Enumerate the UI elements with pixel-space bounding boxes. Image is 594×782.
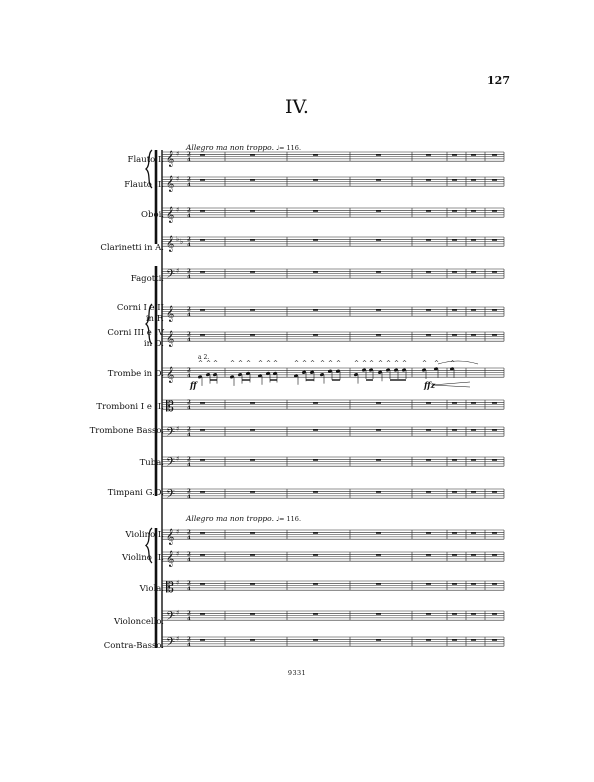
bass-clef: 𝄢 (166, 610, 176, 627)
divisi-marking: a 2. (198, 354, 210, 361)
instrument-label-line: Violino II. (122, 552, 164, 563)
whole-rest (250, 179, 255, 180)
time-signature-numerator: 2 (187, 306, 191, 313)
whole-rest (313, 239, 318, 240)
key-signature: ♯ (176, 206, 180, 214)
whole-rest (200, 429, 205, 430)
accent-mark: ^ (362, 360, 368, 367)
whole-rest (452, 309, 457, 310)
whole-rest (376, 179, 381, 180)
accent-mark: ^ (328, 360, 334, 367)
whole-rest (200, 179, 205, 180)
instrument-label-line: Flauto I. (127, 154, 164, 165)
treble-clef: 𝄞 (166, 367, 175, 384)
instrument-label-line: Tromboni I e II. (96, 401, 164, 412)
whole-rest (452, 402, 457, 403)
whole-rest (313, 532, 318, 533)
whole-rest (426, 309, 431, 310)
whole-rest (250, 459, 255, 460)
whole-rest (376, 429, 381, 430)
accent-mark: ^ (198, 360, 204, 367)
time-signature-denominator: 4 (187, 494, 191, 501)
whole-rest (492, 613, 497, 614)
whole-rest (426, 554, 431, 555)
key-signature: ♭ (180, 237, 184, 246)
whole-rest (492, 239, 497, 240)
treble-clef: 𝄞 (166, 151, 175, 168)
whole-rest (200, 583, 205, 584)
whole-rest (376, 239, 381, 240)
accent-mark: ^ (336, 360, 342, 367)
whole-rest (492, 271, 497, 272)
whole-rest (313, 402, 318, 403)
whole-rest (426, 613, 431, 614)
whole-rest (492, 402, 497, 403)
key-signature: ♭ (176, 235, 180, 243)
key-signature: ♯ (176, 175, 180, 183)
bass-clef: 𝄢 (166, 268, 176, 285)
whole-rest (250, 639, 255, 640)
whole-rest (200, 402, 205, 403)
whole-rest (452, 583, 457, 584)
treble-clef: 𝄞 (166, 207, 175, 224)
key-signature: ♯ (176, 609, 180, 617)
whole-rest (376, 532, 381, 533)
accent-mark: ^ (394, 360, 400, 367)
metronome-mark: ♩= 116. (275, 144, 302, 152)
whole-rest (452, 554, 457, 555)
treble-clef: 𝄞 (166, 236, 175, 253)
whole-rest (471, 179, 476, 180)
whole-rest (492, 429, 497, 430)
whole-rest (250, 309, 255, 310)
key-signature: ♯ (176, 550, 180, 558)
time-signature-denominator: 4 (187, 586, 191, 593)
accent-mark: ^ (378, 360, 384, 367)
time-signature-numerator: 2 (187, 399, 191, 406)
whole-rest (471, 210, 476, 211)
whole-rest (200, 554, 205, 555)
accent-mark: ^ (258, 360, 264, 367)
time-signature-denominator: 4 (187, 274, 191, 281)
whole-rest (471, 334, 476, 335)
whole-rest (426, 532, 431, 533)
tempo-text: Allegro ma non troppo. (186, 514, 274, 523)
accent-mark: ^ (230, 360, 236, 367)
whole-rest (471, 154, 476, 155)
whole-rest (200, 459, 205, 460)
whole-rest (200, 309, 205, 310)
whole-rest (426, 429, 431, 430)
whole-rest (492, 491, 497, 492)
whole-rest (200, 271, 205, 272)
instrument-label-line: Clarinetti in A. (100, 242, 164, 253)
whole-rest (250, 402, 255, 403)
whole-rest (492, 583, 497, 584)
whole-rest (250, 210, 255, 211)
instrument-label-line: Timpani G.D. (107, 487, 164, 498)
accent-mark: ^ (310, 360, 316, 367)
accent-mark: ^ (206, 360, 212, 367)
time-signature-numerator: 2 (187, 151, 191, 158)
treble-clef: 𝄞 (166, 306, 175, 323)
whole-rest (426, 271, 431, 272)
accent-mark: ^ (213, 360, 219, 367)
instrument-label-line: Trombone Basso. (89, 425, 164, 436)
whole-rest (492, 532, 497, 533)
key-signature: ♯ (176, 267, 180, 275)
whole-rest (471, 402, 476, 403)
time-signature-denominator: 4 (187, 616, 191, 623)
whole-rest (200, 334, 205, 335)
whole-rest (376, 402, 381, 403)
whole-rest (250, 239, 255, 240)
flute-brace (146, 150, 152, 188)
treble-clef: 𝄞 (166, 331, 175, 348)
bass-clef: 𝄢 (166, 426, 176, 443)
whole-rest (492, 334, 497, 335)
whole-rest (452, 210, 457, 211)
whole-rest (452, 532, 457, 533)
time-signature-denominator: 4 (187, 405, 191, 412)
whole-rest (313, 154, 318, 155)
accent-mark: ^ (386, 360, 392, 367)
time-signature-denominator: 4 (187, 337, 191, 344)
whole-rest (313, 309, 318, 310)
time-signature-numerator: 2 (187, 636, 191, 643)
instrument-label-line: Contra-Basso. (103, 640, 164, 651)
whole-rest (492, 554, 497, 555)
whole-rest (376, 583, 381, 584)
whole-rest (426, 179, 431, 180)
whole-rest (471, 554, 476, 555)
whole-rest (376, 309, 381, 310)
whole-rest (426, 491, 431, 492)
time-signature-numerator: 2 (187, 580, 191, 587)
whole-rest (313, 334, 318, 335)
whole-rest (250, 532, 255, 533)
whole-rest (426, 154, 431, 155)
whole-rest (471, 583, 476, 584)
time-signature-denominator: 4 (187, 182, 191, 189)
whole-rest (452, 154, 457, 155)
whole-rest (250, 334, 255, 335)
whole-rest (200, 210, 205, 211)
time-signature-numerator: 2 (187, 551, 191, 558)
metronome-mark: ♩= 116. (275, 515, 302, 523)
whole-rest (426, 239, 431, 240)
accent-mark: ^ (320, 360, 326, 367)
page-number: 127 (487, 74, 510, 87)
treble-clef: 𝄞 (166, 551, 175, 568)
time-signature-numerator: 2 (187, 268, 191, 275)
key-signature: ♯ (176, 528, 180, 536)
accent-mark: ^ (369, 360, 375, 367)
diminuendo-hairpin (432, 382, 470, 387)
instrument-label-line: Flauto II. (124, 179, 164, 190)
accent-mark: ^ (354, 360, 360, 367)
whole-rest (250, 491, 255, 492)
instrument-label-line: Fagotti. (130, 273, 164, 284)
whole-rest (471, 459, 476, 460)
whole-rest (426, 210, 431, 211)
dynamic-ffz: ffz (424, 380, 436, 390)
whole-rest (471, 491, 476, 492)
plate-number: 9331 (287, 669, 307, 677)
time-signature-denominator: 4 (187, 373, 191, 380)
whole-rest (250, 613, 255, 614)
whole-rest (200, 532, 205, 533)
whole-rest (426, 583, 431, 584)
key-signature: ♯ (176, 150, 180, 158)
accent-mark: ^ (434, 360, 440, 367)
whole-rest (200, 239, 205, 240)
time-signature-denominator: 4 (187, 312, 191, 319)
whole-rest (492, 309, 497, 310)
whole-rest (376, 210, 381, 211)
time-signature-numerator: 2 (187, 456, 191, 463)
key-signature: ♯ (176, 425, 180, 433)
bass-clef: 𝄢 (166, 636, 176, 653)
whole-rest (492, 459, 497, 460)
whole-rest (492, 210, 497, 211)
time-signature-denominator: 4 (187, 642, 191, 649)
whole-rest (452, 459, 457, 460)
instrument-label-line: Corni I e II (116, 303, 164, 313)
alto-clef: 𝄡 (166, 399, 174, 416)
accent-mark: ^ (238, 360, 244, 367)
instrument-label-line: Violoncello. (113, 616, 164, 627)
whole-rest (200, 491, 205, 492)
dynamic-ff: ff (190, 380, 197, 390)
whole-rest (376, 639, 381, 640)
time-signature-numerator: 2 (187, 426, 191, 433)
instrument-label-line: Corni III e IV (107, 328, 164, 338)
whole-rest (471, 309, 476, 310)
whole-rest (200, 613, 205, 614)
whole-rest (376, 613, 381, 614)
instrument-label-line: Tuba. (139, 457, 164, 468)
whole-rest (200, 639, 205, 640)
time-signature-denominator: 4 (187, 432, 191, 439)
accent-mark: ^ (266, 360, 272, 367)
whole-rest (313, 459, 318, 460)
whole-rest (452, 613, 457, 614)
whole-rest (250, 429, 255, 430)
whole-rest (376, 459, 381, 460)
whole-rest (200, 154, 205, 155)
whole-rest (250, 154, 255, 155)
whole-rest (471, 239, 476, 240)
accent-mark: ^ (273, 360, 279, 367)
whole-rest (313, 271, 318, 272)
instrument-label-line: Oboi. (141, 209, 164, 220)
whole-rest (376, 491, 381, 492)
whole-rest (452, 239, 457, 240)
time-signature-numerator: 2 (187, 488, 191, 495)
accent-mark: ^ (294, 360, 300, 367)
whole-rest (471, 429, 476, 430)
time-signature-numerator: 2 (187, 331, 191, 338)
whole-rest (492, 639, 497, 640)
movement-title: IV. (285, 96, 309, 118)
accent-mark: ^ (450, 360, 456, 367)
time-signature-numerator: 2 (187, 207, 191, 214)
whole-rest (250, 554, 255, 555)
bass-clef: 𝄢 (166, 456, 176, 473)
whole-rest (313, 583, 318, 584)
treble-clef: 𝄞 (166, 176, 175, 193)
time-signature-denominator: 4 (187, 157, 191, 164)
whole-rest (376, 554, 381, 555)
whole-rest (250, 583, 255, 584)
whole-rest (313, 554, 318, 555)
time-signature-denominator: 4 (187, 242, 191, 249)
whole-rest (452, 334, 457, 335)
instrument-label-line: Violino I. (125, 529, 164, 540)
instrument-label-line: in F. (145, 314, 164, 324)
whole-rest (313, 613, 318, 614)
time-signature-numerator: 2 (187, 236, 191, 243)
whole-rest (313, 491, 318, 492)
whole-rest (426, 334, 431, 335)
violin-brace (146, 528, 152, 563)
time-signature-numerator: 2 (187, 610, 191, 617)
whole-rest (250, 271, 255, 272)
instrument-label-line: in D. (143, 339, 164, 349)
whole-rest (452, 179, 457, 180)
accent-mark: ^ (246, 360, 252, 367)
whole-rest (313, 429, 318, 430)
instrument-label-line: Viola. (139, 583, 164, 594)
whole-rest (471, 271, 476, 272)
whole-rest (452, 491, 457, 492)
time-signature-denominator: 4 (187, 557, 191, 564)
bass-clef: 𝄢 (166, 488, 176, 505)
time-signature-numerator: 2 (187, 176, 191, 183)
alto-clef: 𝄡 (166, 580, 174, 597)
whole-rest (313, 639, 318, 640)
tie (438, 361, 478, 364)
whole-rest (452, 271, 457, 272)
whole-rest (426, 459, 431, 460)
whole-rest (492, 179, 497, 180)
horn-brace (146, 304, 152, 344)
whole-rest (426, 639, 431, 640)
accent-mark: ^ (402, 360, 408, 367)
whole-rest (471, 532, 476, 533)
accent-mark: ^ (302, 360, 308, 367)
whole-rest (452, 429, 457, 430)
whole-rest (313, 210, 318, 211)
time-signature-numerator: 2 (187, 367, 191, 374)
time-signature-denominator: 4 (187, 462, 191, 469)
whole-rest (452, 639, 457, 640)
time-signature-denominator: 4 (187, 213, 191, 220)
tempo-text: Allegro ma non troppo. (186, 143, 274, 152)
whole-rest (471, 639, 476, 640)
key-signature: ♯ (176, 455, 180, 463)
whole-rest (376, 334, 381, 335)
key-signature: ♯ (176, 579, 180, 587)
instrument-label-line: Trombe in D. (107, 368, 164, 379)
whole-rest (376, 271, 381, 272)
time-signature-denominator: 4 (187, 535, 191, 542)
whole-rest (376, 154, 381, 155)
treble-clef: 𝄞 (166, 529, 175, 546)
whole-rest (492, 154, 497, 155)
accent-mark: ^ (422, 360, 428, 367)
time-signature-numerator: 2 (187, 529, 191, 536)
key-signature: ♯ (176, 635, 180, 643)
whole-rest (471, 613, 476, 614)
whole-rest (426, 402, 431, 403)
whole-rest (313, 179, 318, 180)
